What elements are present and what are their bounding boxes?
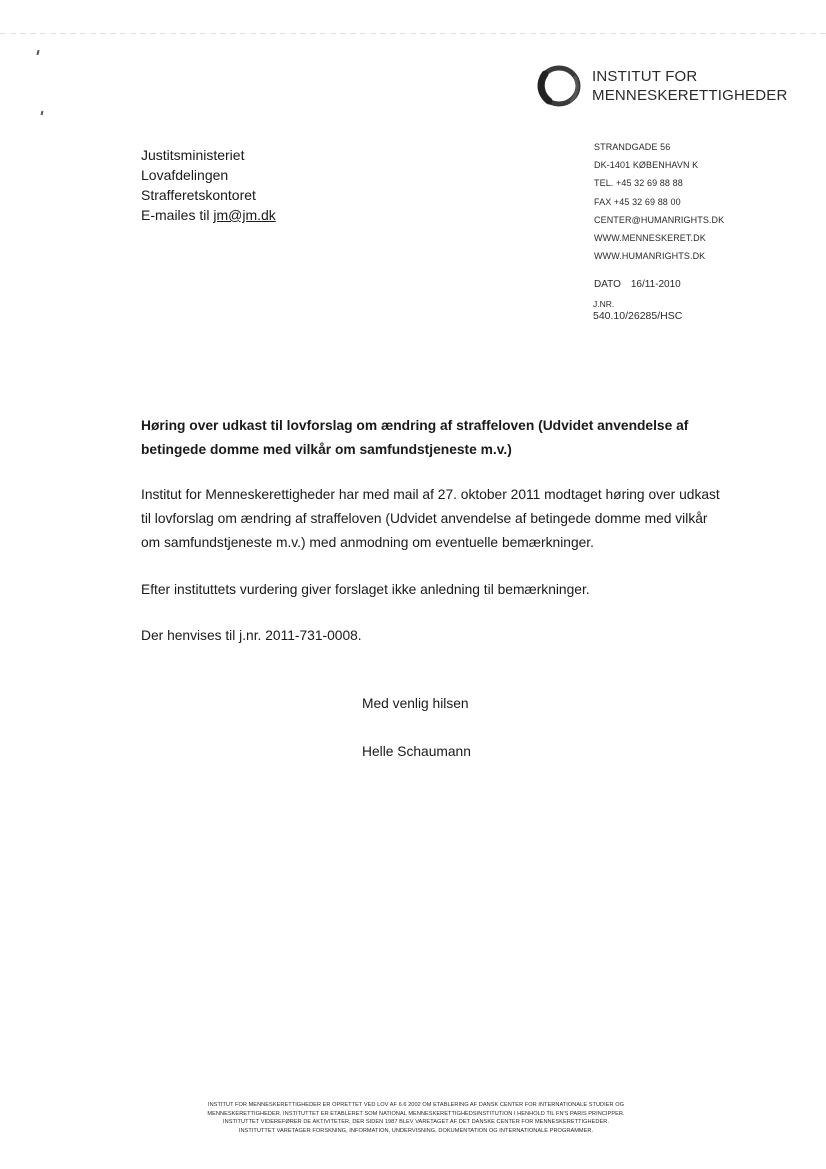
journal-number-label: J.NR. bbox=[593, 299, 615, 309]
footer-line-4: INSTITUTTET VARETAGER FORSKNING, INFORMATION, UNDERVISNING, DOKUMENTATION OG INTERNATIONALE PROGRAMMER. bbox=[238, 1127, 594, 1134]
contact-web-1: WWW.MENNESKERET.DK bbox=[594, 233, 706, 244]
body-paragraph-2: Efter instituttets vurdering giver forslaget ikke anledning til bemærkninger. bbox=[141, 582, 590, 597]
recipient-address bbox=[141, 145, 276, 225]
body-paragraph-1: Institut for Menneskerettigheder har med mail af 27. oktober 2011 modtaget høring over udkast til lovforslag om ændring af straffeloven (Udvidet anvendelse af betingede domme med vilkår om samfundstjeneste m.v.) med anmodning om eventuelle bemærkninger. bbox=[141, 487, 720, 550]
institute-logo bbox=[535, 62, 788, 110]
contact-fax: FAX +45 32 69 88 00 bbox=[594, 196, 681, 207]
journal-number-value: 540.10/26285/HSC bbox=[593, 310, 683, 322]
logo-line-1: INSTITUT FOR bbox=[592, 68, 698, 85]
body-paragraph-3: Der henvises til j.nr. 2011-731-0008. bbox=[141, 628, 362, 643]
logo-line-2: MENNESKERETTIGHEDER bbox=[592, 87, 788, 104]
scan-speck bbox=[41, 111, 44, 115]
footer-line-3: INSTITUTTET VIDEREFØRER DE AKTIVITETER, DER SIDEN 1987 BLEV VARETAGET AF DET DANSKE CENTER FOR MENNESKERETTIGHEDER. bbox=[223, 1119, 609, 1126]
scan-artifact-line bbox=[0, 33, 826, 34]
contact-phone: TEL. +45 32 69 88 88 bbox=[594, 178, 683, 189]
recipient-line-2: Lovafdelingen bbox=[141, 167, 229, 183]
scan-speck bbox=[36, 50, 39, 55]
contact-address: STRANDGADE 56 bbox=[594, 142, 671, 152]
contact-email: CENTER@HUMANRIGHTS.DK bbox=[594, 214, 725, 225]
date-label: DATO bbox=[594, 279, 621, 290]
sender-contact-block bbox=[594, 138, 724, 265]
closing-greeting: Med venlig hilsen bbox=[362, 696, 469, 711]
footer-legal-text bbox=[138, 1101, 694, 1135]
footer-line-1: INSTITUT FOR MENNESKERETTIGHEDER ER OPRETTET VED LOV AF 6.6 2002 OM ETABLERING AF DANSK CENTER FOR INTERNATIONALE STUDIER OG bbox=[207, 1102, 625, 1108]
recipient-email-line bbox=[141, 205, 276, 225]
footer-line-2: MENNESKERETTIGHEDER. INSTITUTTET ER ETABLERET SOM NATIONAL MENNESKERETTIGHEDSINSTITUTION I HENHOLD TIL FN'S PARIS PRINCIPPER. bbox=[207, 1110, 625, 1117]
contact-web-2: WWW.HUMANRIGHTS.DK bbox=[594, 251, 706, 262]
date-value: 16/11-2010 bbox=[630, 279, 681, 290]
recipient-line-3: Strafferetskontoret bbox=[141, 187, 256, 203]
journal-number bbox=[593, 298, 682, 322]
contact-city: DK-1401 KØBENHAVN K bbox=[594, 160, 699, 171]
letter-subject: Høring over udkast til lovforslag om ændring af straffeloven (Udvidet anvendelse af betingede domme med vilkår om samfundstjeneste m.v.) bbox=[141, 418, 689, 457]
recipient-email-prefix: E-mailes til bbox=[141, 207, 214, 223]
recipient-email-link[interactable]: jm@jm.dk bbox=[213, 207, 276, 223]
circle-ring-logo-icon bbox=[535, 62, 583, 110]
signature-name: Helle Schaumann bbox=[362, 744, 471, 759]
logo-wordmark bbox=[592, 67, 788, 105]
date-line bbox=[594, 278, 681, 291]
recipient-line-1: Justitsministeriet bbox=[141, 147, 245, 163]
